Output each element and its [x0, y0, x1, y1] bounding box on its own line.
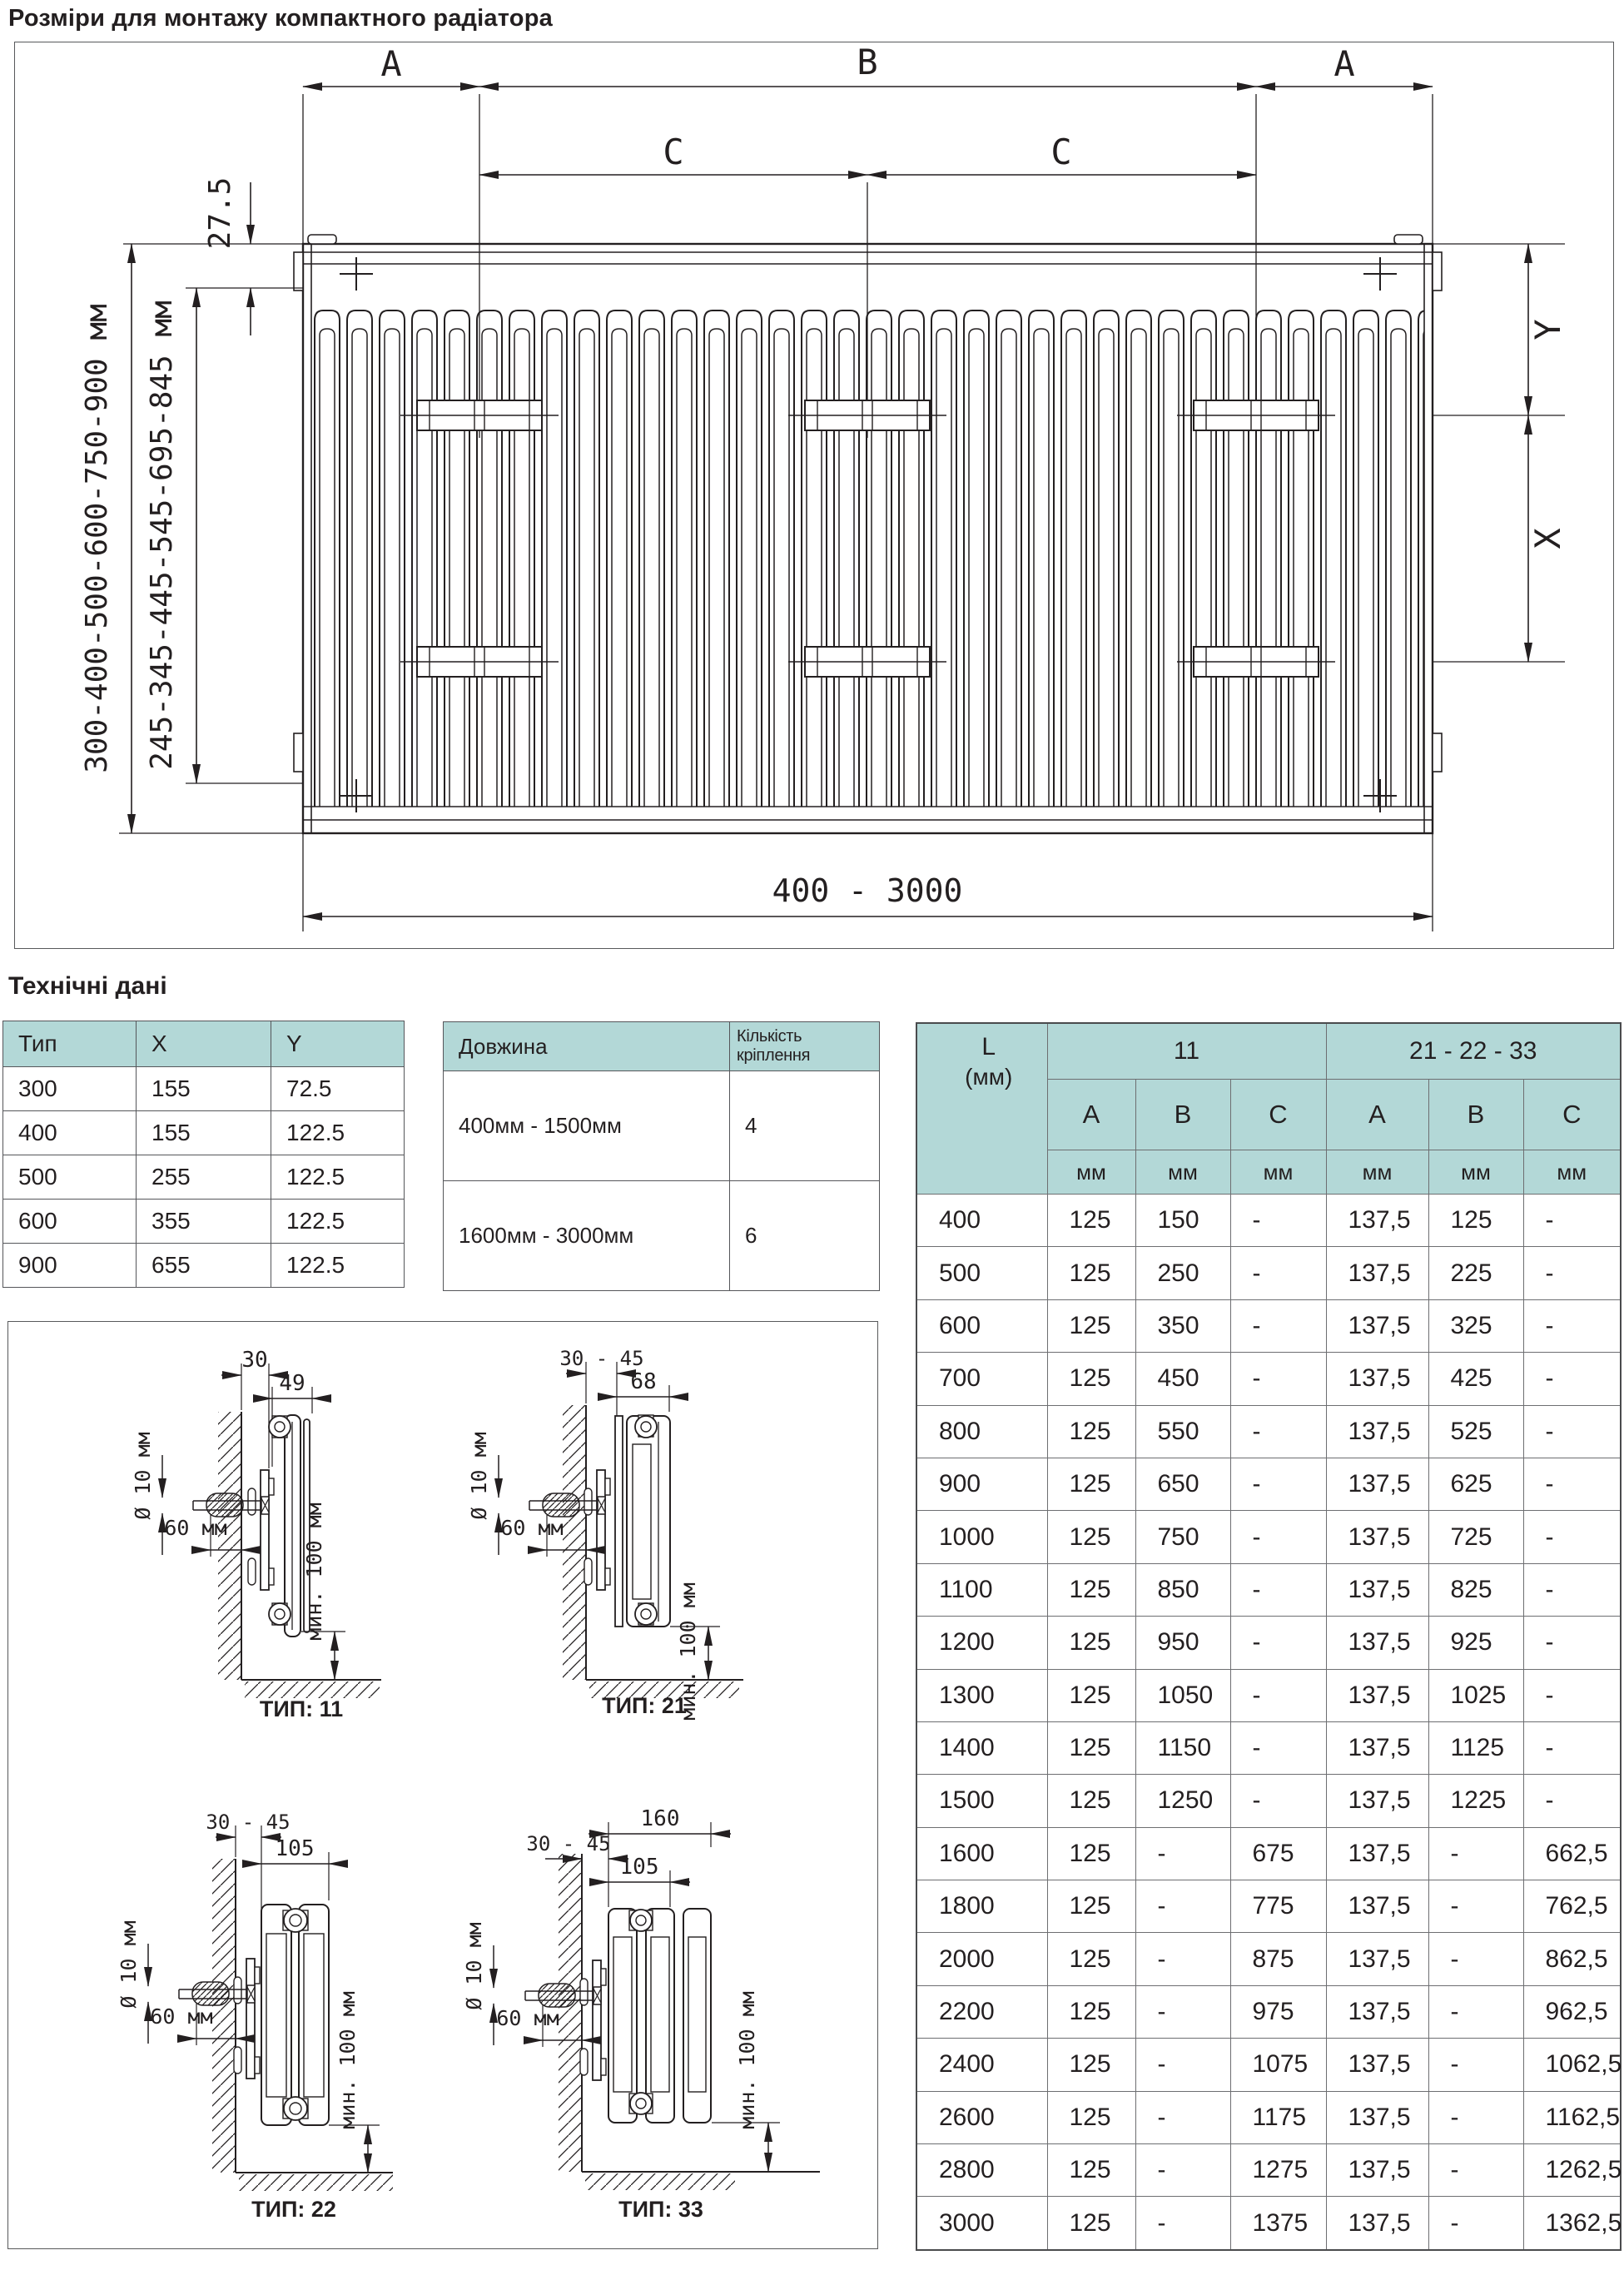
- dim-depth: 49: [279, 1371, 305, 1396]
- mounting-dimensions-table: [916, 1022, 1622, 2251]
- dim-label-length-range: 400 - 3000: [772, 872, 963, 909]
- page-title: Розміри для монтажу компактного радіатора: [8, 5, 553, 32]
- dim-label-height-range: 300-400-500-600-750-900 мм: [80, 304, 114, 773]
- install-diagram-type-22: [8, 1786, 444, 2250]
- col-header-length: Довжина: [444, 1022, 730, 1071]
- dim-anchor-depth: 60 мм: [150, 2004, 213, 2029]
- dimension-hole-range: [186, 288, 303, 783]
- dim-anchor-depth: 60 мм: [500, 1516, 564, 1540]
- dim-label-c-right: C: [1050, 132, 1072, 172]
- table-row: 2800 125 - 1275 137,5 - 1262,5: [916, 2144, 1621, 2197]
- radiator-dimension-drawing-box: [14, 42, 1614, 949]
- table-row: 900 125 650 - 137,5 625 -: [916, 1458, 1621, 1510]
- table-row: 500 125 250 - 137,5 225 -: [916, 1247, 1621, 1299]
- dim-label-b: B: [857, 42, 878, 82]
- installation-diagrams-box: [7, 1321, 878, 2249]
- table-row: 600 125 350 - 137,5 325 -: [916, 1299, 1621, 1352]
- col-header-fastening-count: Кількість кріплення: [730, 1022, 880, 1071]
- table-row: 1200 125 950 - 137,5 925 -: [916, 1617, 1621, 1669]
- table-row: 1500 125 1250 - 137,5 1225 -: [916, 1775, 1621, 1827]
- table-row: 1400 125 1150 - 137,5 1125 -: [916, 1721, 1621, 1774]
- dim-wall-gap: 30: [241, 1348, 268, 1373]
- col-header-y: Y: [271, 1021, 405, 1067]
- dim-min-clearance: мин. 100 мм: [676, 1582, 700, 1721]
- table-row: 400 125 150 - 137,5 125 -: [916, 1195, 1621, 1247]
- table-row: 700 125 450 - 137,5 425 -: [916, 1353, 1621, 1405]
- dim-depth: 68: [630, 1369, 657, 1394]
- install-diagram-type-11: [8, 1322, 444, 1786]
- group-header-11: 11: [1047, 1023, 1326, 1080]
- dim-label-c-left: C: [663, 132, 684, 172]
- diagram-label: ТИП: 33: [618, 2197, 703, 2222]
- dim-wall-gap: 30 - 45: [206, 1811, 291, 1834]
- dim-hole-diameter: Ø 10 мм: [117, 1920, 141, 2009]
- dim-label-a-right: A: [1333, 43, 1355, 84]
- col-header-l: [916, 1023, 1047, 1195]
- table-row: 400мм - 1500мм 4: [444, 1071, 880, 1181]
- table-row: 600 355 122.5: [3, 1200, 405, 1244]
- table-header-row: [916, 1023, 1621, 1080]
- corner-mark: [1363, 257, 1397, 291]
- table-row: 300 155 72.5: [3, 1067, 405, 1111]
- table-row: 1100 125 850 - 137,5 825 -: [916, 1563, 1621, 1616]
- dim-label-27-5: 27.5: [203, 176, 237, 250]
- table-row: 800 125 550 - 137,5 525 -: [916, 1405, 1621, 1458]
- dim-min-clearance: мин. 100 мм: [302, 1503, 326, 1641]
- dim-hole-diameter: Ø 10 мм: [467, 1432, 491, 1520]
- group-header-21-22-33: 21 - 22 - 33: [1326, 1023, 1621, 1080]
- table-row: 1000 125 750 - 137,5 725 -: [916, 1511, 1621, 1563]
- l-unit: (мм): [965, 1064, 1013, 1090]
- diagram-label: ТИП: 22: [251, 2197, 336, 2222]
- dim-anchor-depth: 60 мм: [496, 2006, 559, 2030]
- table-row: 2600 125 - 1175 137,5 - 1162,5: [916, 2091, 1621, 2143]
- dim-min-clearance: мин. 100 мм: [735, 1991, 759, 2129]
- table-header-row: [444, 1022, 880, 1071]
- corner-mark: [340, 257, 373, 291]
- dim-min-clearance: мин. 100 мм: [335, 1991, 360, 2129]
- table-subheader-row: A B C A B C: [916, 1080, 1621, 1150]
- dim-label-y: Y: [1527, 319, 1568, 340]
- dim-anchor-depth: 60 мм: [164, 1516, 227, 1540]
- col-header-x: X: [137, 1021, 271, 1067]
- radiator-front-view: [15, 42, 1613, 948]
- l-label: L: [981, 1033, 996, 1060]
- dimension-x-y: [1433, 244, 1565, 662]
- dim-hole-diameter: Ø 10 мм: [462, 1922, 486, 2010]
- dim-wall-gap: 30 - 45: [526, 1832, 611, 1855]
- diagram-label: ТИП: 11: [259, 1696, 344, 1721]
- diagram-label: ТИП: 21: [602, 1693, 687, 1718]
- table-header-row: [3, 1021, 405, 1067]
- dim-label-a-left: A: [380, 43, 402, 84]
- dim-wall-gap: 30 - 45: [559, 1347, 644, 1370]
- dim-depth: 105: [275, 1836, 315, 1861]
- table-row: 500 255 122.5: [3, 1155, 405, 1200]
- dim-depth: 160: [640, 1806, 680, 1831]
- fastening-count-table: [443, 1021, 880, 1291]
- dim-label-hole-range: 245-345-445-545-695-845 мм: [145, 301, 179, 770]
- type-xy-table: [2, 1021, 405, 1288]
- table-row: 400 155 122.5: [3, 1111, 405, 1155]
- table-row: 1800 125 - 775 137,5 - 762,5: [916, 1880, 1621, 1933]
- table-row: 2400 125 - 1075 137,5 - 1062,5: [916, 2039, 1621, 2091]
- install-diagram-type-33: [444, 1786, 879, 2250]
- dim-label-x: X: [1527, 528, 1568, 549]
- table-row: 3000 125 - 1375 137,5 - 1362,5: [916, 2197, 1621, 2250]
- col-header-type: Тип: [3, 1021, 137, 1067]
- install-diagram-type-21: [444, 1322, 879, 1786]
- dim-depth-inner: 105: [619, 1855, 659, 1880]
- dim-hole-diameter: Ø 10 мм: [131, 1432, 155, 1520]
- section-title-technical-data: Технічні дані: [8, 972, 167, 1000]
- table-row: 1300 125 1050 - 137,5 1025 -: [916, 1669, 1621, 1721]
- table-row: 1600 125 - 675 137,5 - 662,5: [916, 1827, 1621, 1880]
- table-row: 2200 125 - 975 137,5 - 962,5: [916, 1985, 1621, 2038]
- table-units-row: мм мм мм мм мм мм: [916, 1150, 1621, 1195]
- table-row: 900 655 122.5: [3, 1244, 405, 1288]
- table-row: 2000 125 - 875 137,5 - 862,5: [916, 1933, 1621, 1985]
- table-row: 1600мм - 3000мм 6: [444, 1181, 880, 1291]
